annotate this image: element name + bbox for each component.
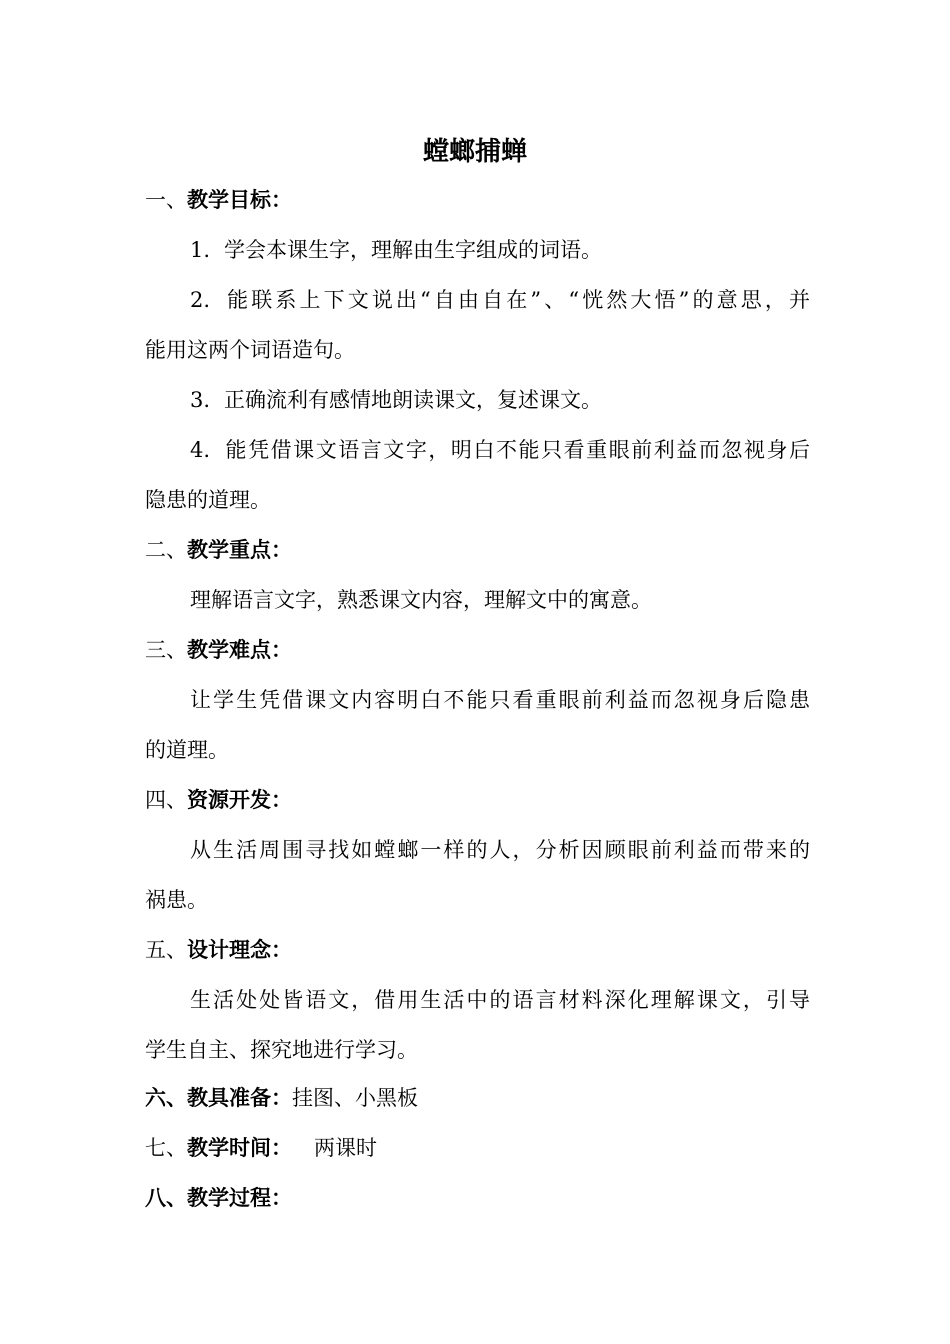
item-text: 正确流利有感情地朗读课文，复述课文。 — [224, 388, 602, 412]
heading-label: 教学过程： — [187, 1186, 292, 1210]
heading-label: 教学目标： — [187, 188, 292, 212]
difficulties-text-continued: 的道理。 — [145, 738, 229, 762]
heading-number: 四、 — [145, 788, 187, 812]
objective-item-4-continued: 隐患的道理。 — [145, 488, 271, 512]
item-text: 能凭借课文语言文字，明白不能只看重眼前利益而忽视身后 — [224, 438, 810, 462]
section-heading-teaching-time — [145, 1132, 810, 1164]
heading-number: 八、 — [145, 1186, 187, 1210]
teaching-aids-value: 挂图、小黑板 — [292, 1086, 418, 1110]
section-heading-objectives — [145, 184, 810, 216]
item-text: 能联系上下文说出“自由自在”、“恍然大悟”的意思，并 — [224, 288, 810, 312]
item-number: 3. — [190, 388, 211, 412]
heading-label: 教学重点： — [187, 538, 292, 562]
heading-number: 三、 — [145, 638, 187, 662]
objective-item-2-continued: 能用这两个词语造句。 — [145, 338, 355, 362]
heading-label: 设计理念： — [187, 938, 292, 962]
objective-item-1 — [190, 234, 810, 266]
heading-number: 六、 — [145, 1086, 187, 1110]
section-heading-teaching-process — [145, 1182, 810, 1214]
teaching-time-value: 两课时 — [314, 1136, 377, 1160]
design-concept-text: 生活处处皆语文，借用生活中的语言材料深化理解课文，引导 — [190, 988, 810, 1012]
section-heading-difficulties — [145, 634, 810, 666]
heading-number: 一、 — [145, 188, 187, 212]
heading-label: 资源开发： — [187, 788, 292, 812]
objective-item-3 — [190, 384, 810, 416]
section-heading-key-points — [145, 534, 810, 566]
heading-label: 教学时间： — [187, 1136, 292, 1160]
section-heading-resources — [145, 784, 810, 816]
resources-text-continued: 祸患。 — [145, 888, 208, 912]
objective-item-4 — [190, 434, 810, 466]
section-heading-design-concept — [145, 934, 810, 966]
heading-label: 教学难点： — [187, 638, 292, 662]
item-text: 学会本课生字，理解由生字组成的词语。 — [224, 238, 602, 262]
section-heading-teaching-aids — [145, 1082, 810, 1114]
key-points-text: 理解语言文字，熟悉课文内容，理解文中的寓意。 — [190, 588, 652, 612]
objective-item-2 — [190, 284, 810, 316]
document-title: 螳螂捕蝉 — [422, 137, 527, 167]
heading-number: 五、 — [145, 938, 187, 962]
heading-number: 七、 — [145, 1136, 187, 1160]
item-number: 2. — [190, 288, 211, 312]
resources-text: 从生活周围寻找如螳螂一样的人，分析因顾眼前利益而带来的 — [190, 838, 810, 862]
item-number: 1. — [190, 238, 211, 262]
item-number: 4. — [190, 438, 211, 462]
difficulties-text: 让学生凭借课文内容明白不能只看重眼前利益而忽视身后隐患 — [190, 688, 810, 712]
heading-label: 教具准备： — [187, 1086, 292, 1110]
design-concept-text-continued: 学生自主、探究地进行学习。 — [145, 1038, 418, 1062]
heading-number: 二、 — [145, 538, 187, 562]
